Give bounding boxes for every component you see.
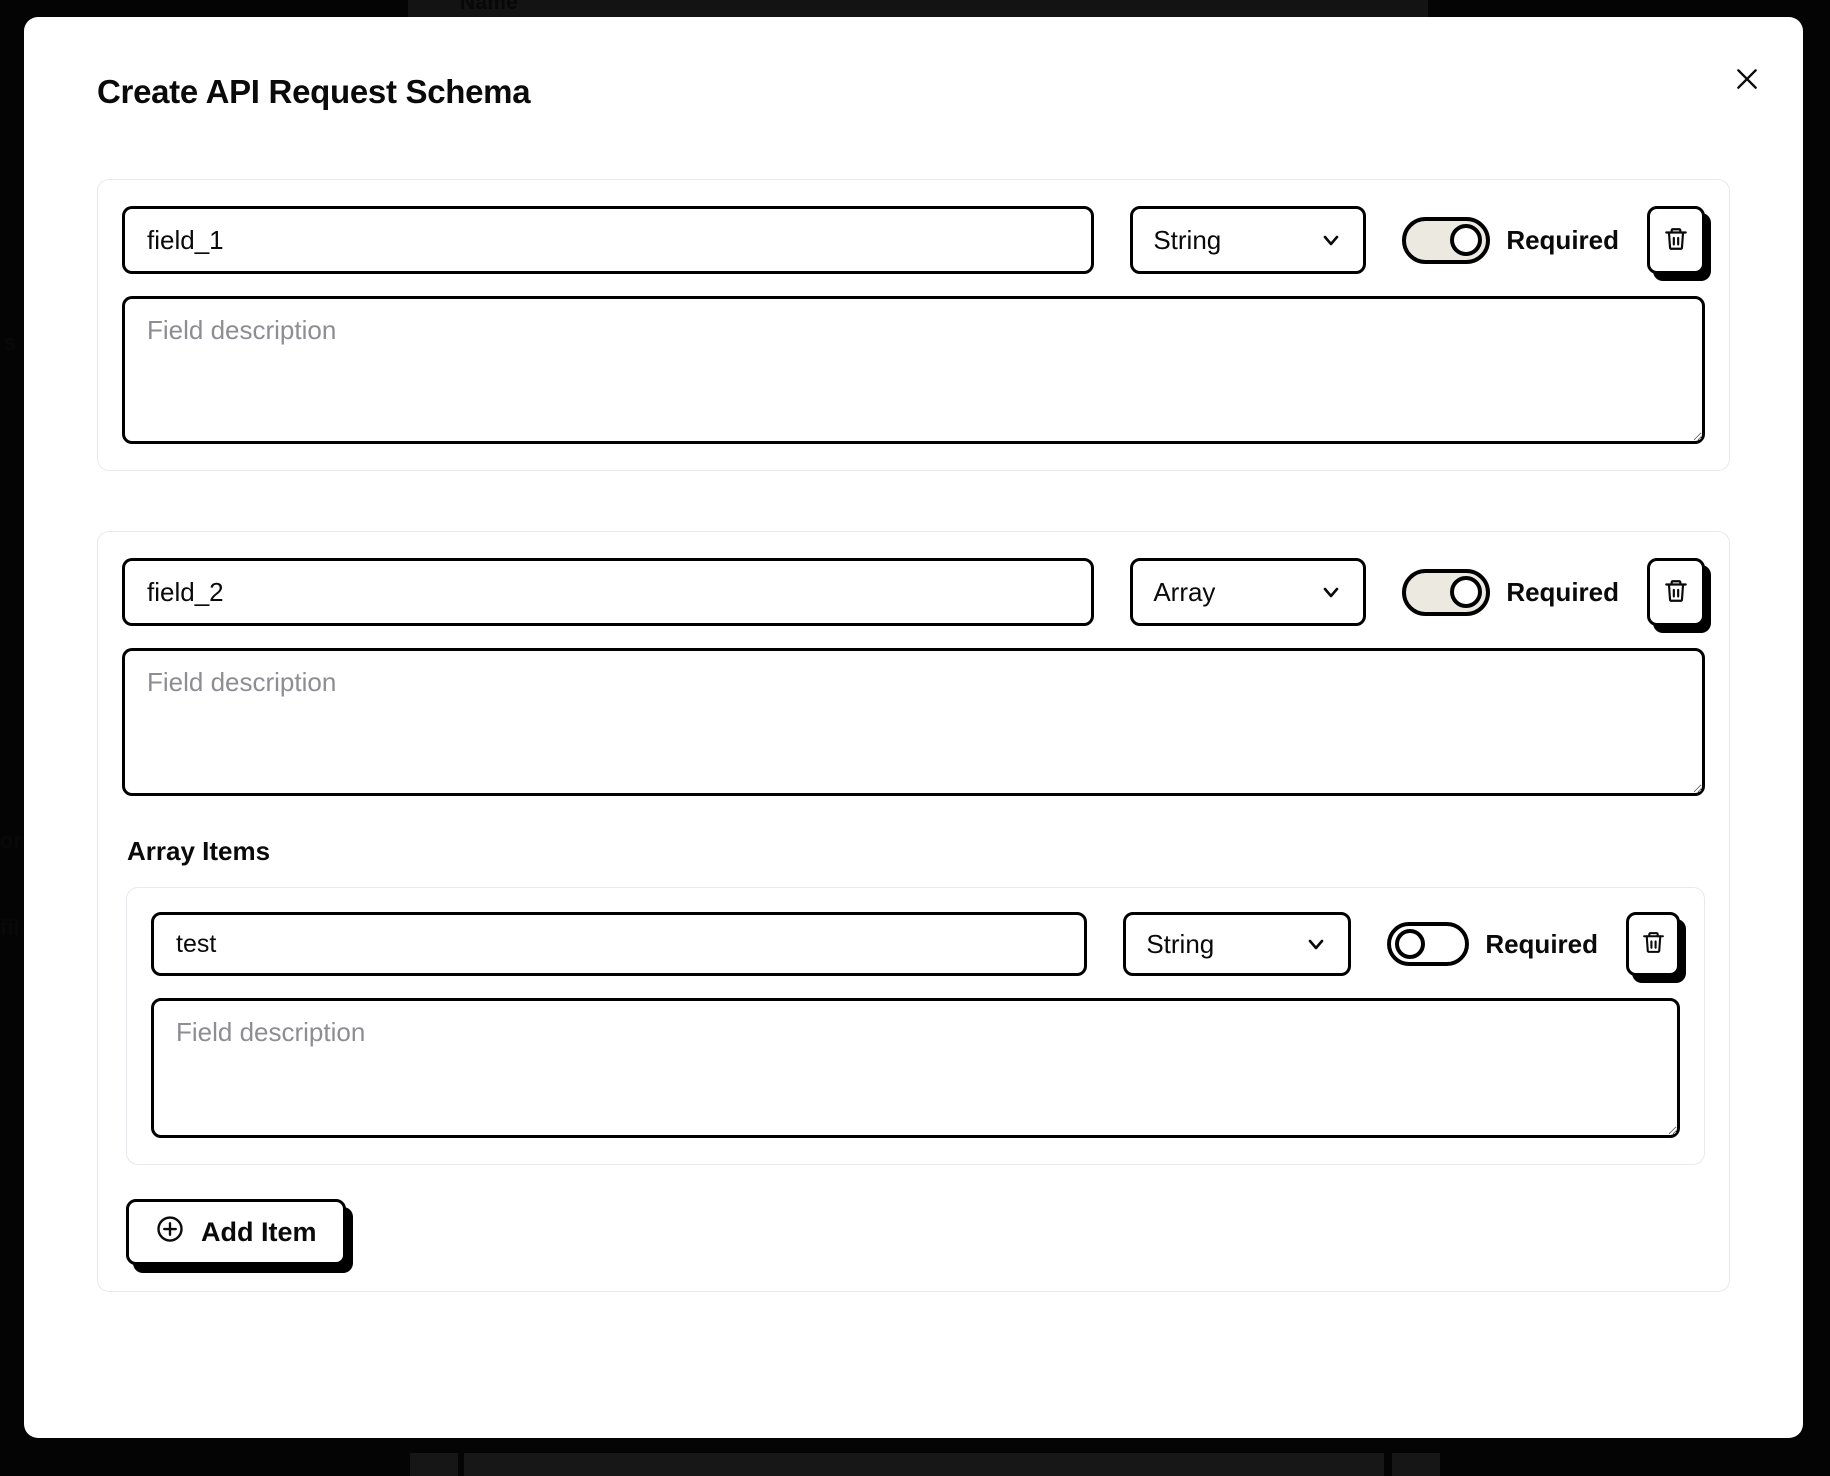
field-row <box>122 206 1705 274</box>
array-item-type-value: String <box>1146 928 1215 959</box>
add-item-label: Add Item <box>201 1216 317 1247</box>
chevron-down-icon <box>1319 228 1343 252</box>
field-required-label: Required <box>1506 224 1619 255</box>
array-item-required-label: Required <box>1485 928 1598 959</box>
add-item-button[interactable] <box>126 1199 346 1265</box>
chevron-down-icon <box>1304 932 1328 956</box>
field-description-textarea[interactable] <box>122 648 1705 796</box>
field-name-input[interactable] <box>122 206 1094 274</box>
modal-title: Create API Request Schema <box>97 73 531 110</box>
field-description-textarea[interactable] <box>122 296 1705 444</box>
close-icon <box>1734 66 1760 92</box>
field-type-value: String <box>1153 224 1222 255</box>
array-item-row <box>151 912 1680 976</box>
array-items-title: Array Items <box>127 836 271 866</box>
field-type-value: Array <box>1153 576 1216 607</box>
field-row <box>122 558 1705 626</box>
chevron-down-icon <box>1319 580 1343 604</box>
array-item-name-input[interactable] <box>151 912 1087 976</box>
trash-icon <box>1663 226 1689 255</box>
array-item-required-toggle[interactable] <box>1387 922 1469 966</box>
array-item-card <box>126 887 1705 1165</box>
trash-icon <box>1663 578 1689 607</box>
field-required-toggle[interactable] <box>1402 569 1490 616</box>
array-item-required-group <box>1387 912 1598 976</box>
toggle-knob <box>1450 224 1482 256</box>
array-item-type-select[interactable] <box>1123 912 1351 976</box>
create-api-request-schema-modal <box>24 17 1803 1438</box>
field-required-group <box>1402 206 1619 274</box>
field-required-toggle[interactable] <box>1402 217 1490 264</box>
field-type-select[interactable] <box>1130 558 1366 626</box>
array-items-section <box>122 836 1705 1265</box>
field-required-label: Required <box>1506 576 1619 607</box>
plus-circle-icon <box>155 1214 185 1251</box>
toggle-knob <box>1450 576 1482 608</box>
field-card <box>97 531 1730 1292</box>
delete-array-item-button[interactable] <box>1626 912 1680 976</box>
close-modal-button[interactable] <box>1719 51 1775 107</box>
modal-body <box>24 147 1803 1438</box>
delete-field-button[interactable] <box>1647 558 1705 626</box>
field-required-group <box>1402 558 1619 626</box>
delete-field-button[interactable] <box>1647 206 1705 274</box>
trash-icon <box>1641 930 1666 958</box>
array-item-description-textarea[interactable] <box>151 998 1680 1138</box>
field-card <box>97 179 1730 471</box>
field-type-select[interactable] <box>1130 206 1366 274</box>
field-name-input[interactable] <box>122 558 1094 626</box>
toggle-knob <box>1395 929 1425 959</box>
